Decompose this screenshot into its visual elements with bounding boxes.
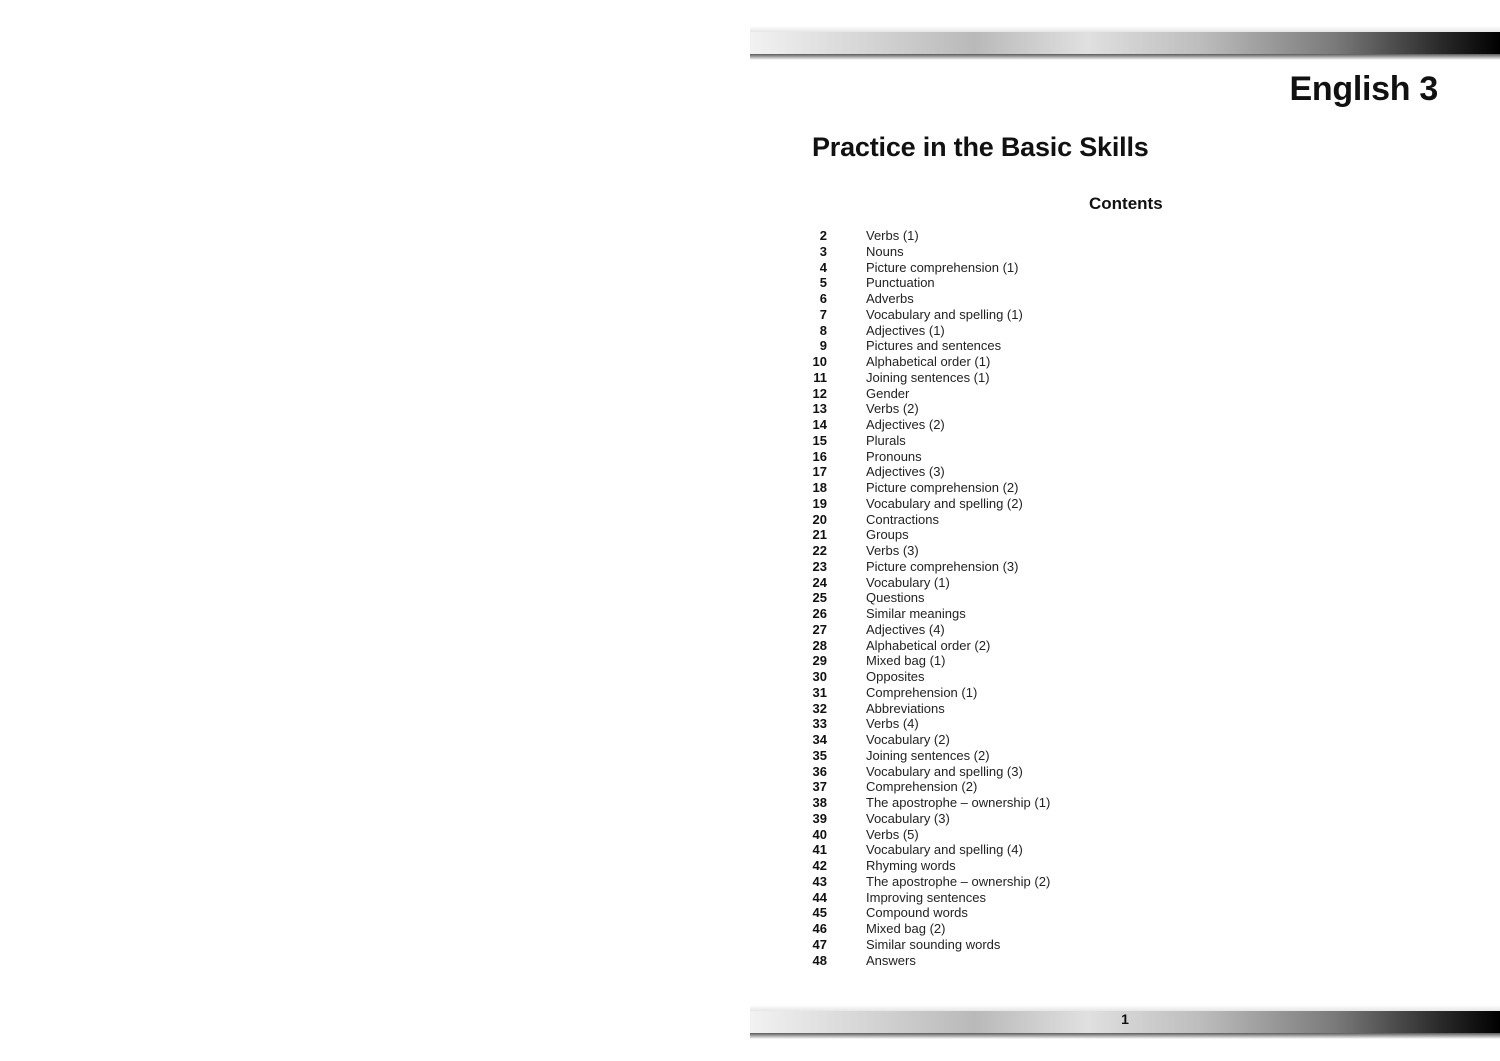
toc-entry-title: Picture comprehension (3) xyxy=(866,558,1019,574)
toc-entry-title: The apostrophe – ownership (2) xyxy=(866,873,1051,889)
toc-page-number: 11 xyxy=(813,369,827,385)
toc-entry[interactable] xyxy=(812,890,1212,906)
toc-entry-title: Adjectives (2) xyxy=(866,417,945,432)
toc-entry-title: Verbs (3) xyxy=(866,543,919,558)
toc-page-number: 2 xyxy=(819,228,827,243)
toc-entry[interactable] xyxy=(812,827,1212,843)
toc-entry-title: Pronouns xyxy=(866,448,922,464)
toc-page-number: 30 xyxy=(812,669,827,684)
toc-entry[interactable] xyxy=(812,228,1212,244)
toc-entry[interactable] xyxy=(812,559,1212,575)
toc-page-number: 21 xyxy=(812,527,827,543)
toc-entry[interactable] xyxy=(812,401,1212,417)
toc-page-number: 39 xyxy=(812,810,827,826)
toc-page-number: 28 xyxy=(812,637,827,653)
toc-page-number: 9 xyxy=(819,338,827,354)
toc-page-number: 44 xyxy=(812,889,827,905)
toc-entry[interactable] xyxy=(812,449,1212,465)
toc-entry[interactable] xyxy=(812,606,1212,622)
toc-entry[interactable] xyxy=(812,795,1212,811)
toc-entry-title: Comprehension (1) xyxy=(866,684,978,700)
toc-page-number: 34 xyxy=(812,732,827,747)
toc-entry[interactable] xyxy=(812,811,1212,827)
toc-entry[interactable] xyxy=(812,512,1212,528)
toc-entry-title: Opposites xyxy=(866,669,925,684)
toc-page-number: 27 xyxy=(812,621,827,637)
toc-entry-title: Joining sentences (2) xyxy=(866,747,990,763)
toc-entry-title: Vocabulary (2) xyxy=(866,732,950,747)
toc-page-number: 33 xyxy=(812,716,827,732)
toc-entry[interactable] xyxy=(812,464,1212,480)
toc-entry-title: Abbreviations xyxy=(866,700,945,716)
toc-page-number: 23 xyxy=(812,558,827,574)
toc-entry[interactable] xyxy=(812,244,1212,260)
toc-entry[interactable] xyxy=(812,622,1212,638)
toc-entry-title: Gender xyxy=(866,385,910,401)
toc-page-number: 22 xyxy=(812,543,827,558)
toc-entry[interactable] xyxy=(812,874,1212,890)
toc-entry[interactable] xyxy=(812,323,1212,339)
toc-page-number: 8 xyxy=(819,322,827,338)
toc-entry[interactable] xyxy=(812,338,1212,354)
toc-page-number: 35 xyxy=(812,747,827,763)
toc-entry-title: Adjectives (3) xyxy=(866,464,945,480)
toc-entry-title: Picture comprehension (2) xyxy=(866,480,1019,495)
toc-entry[interactable] xyxy=(812,260,1212,276)
toc-entry[interactable] xyxy=(812,921,1212,937)
toc-entry[interactable] xyxy=(812,905,1212,921)
toc-entry-title: Improving sentences xyxy=(866,889,986,905)
toc-entry[interactable] xyxy=(812,748,1212,764)
toc-page-number: 32 xyxy=(812,700,827,716)
toc-entry-title: Vocabulary and spelling (3) xyxy=(866,763,1023,779)
toc-entry[interactable] xyxy=(812,496,1212,512)
page-number: 1 xyxy=(1121,1011,1129,1027)
toc-page-number: 42 xyxy=(812,858,827,873)
toc-page-number: 4 xyxy=(819,259,827,275)
toc-entry[interactable] xyxy=(812,370,1212,386)
toc-entry[interactable] xyxy=(812,638,1212,654)
toc-page-number: 13 xyxy=(812,401,827,417)
toc-entry-title: The apostrophe – ownership (1) xyxy=(866,795,1051,810)
toc-entry-title: Picture comprehension (1) xyxy=(866,259,1019,275)
toc-page-number: 12 xyxy=(812,385,827,401)
toc-page-number: 10 xyxy=(812,354,827,369)
toc-page-number: 40 xyxy=(812,826,827,842)
toc-entry-title: Mixed bag (1) xyxy=(866,653,946,669)
toc-entry-title: Mixed bag (2) xyxy=(866,921,946,936)
toc-page-number: 46 xyxy=(812,921,827,936)
toc-entry[interactable] xyxy=(812,354,1212,370)
toc-page-number: 25 xyxy=(812,590,827,606)
toc-entry-title: Groups xyxy=(866,527,909,543)
toc-entry-title: Nouns xyxy=(866,243,904,259)
table-of-contents xyxy=(812,228,1212,968)
toc-entry[interactable] xyxy=(812,307,1212,323)
toc-entry-title: Plurals xyxy=(866,432,906,448)
toc-entry-title: Similar meanings xyxy=(866,606,966,621)
toc-entry-title: Adjectives (4) xyxy=(866,621,945,637)
toc-entry[interactable] xyxy=(812,386,1212,402)
toc-page-number: 31 xyxy=(812,684,827,700)
toc-entry-title: Verbs (1) xyxy=(866,228,919,243)
toc-page-number: 47 xyxy=(812,936,827,952)
toc-page-number: 6 xyxy=(819,291,827,306)
toc-entry[interactable] xyxy=(812,480,1212,496)
toc-entry-title: Verbs (2) xyxy=(866,401,919,417)
toc-entry-title: Similar sounding words xyxy=(866,936,1001,952)
toc-entry[interactable] xyxy=(812,779,1212,795)
toc-page-number: 3 xyxy=(819,243,827,259)
toc-page-number: 19 xyxy=(812,495,827,511)
toc-entry[interactable] xyxy=(812,669,1212,685)
toc-page-number: 29 xyxy=(812,653,827,669)
toc-entry-title: Answers xyxy=(866,952,916,968)
toc-page-number: 18 xyxy=(812,480,827,495)
toc-entry-title: Vocabulary and spelling (2) xyxy=(866,495,1023,511)
toc-entry-title: Punctuation xyxy=(866,275,935,291)
toc-entry[interactable] xyxy=(812,575,1212,591)
toc-page-number: 24 xyxy=(812,574,827,590)
toc-entry-title: Vocabulary (1) xyxy=(866,574,950,590)
toc-entry-title: Compound words xyxy=(866,905,968,921)
toc-entry-title: Adverbs xyxy=(866,291,914,306)
toc-page-number: 16 xyxy=(812,448,827,464)
toc-entry-title: Pictures and sentences xyxy=(866,338,1002,354)
toc-page-number: 48 xyxy=(812,952,827,968)
toc-page-number: 43 xyxy=(812,873,827,889)
toc-page-number: 36 xyxy=(812,763,827,779)
contents-page xyxy=(750,0,1500,1061)
toc-entry[interactable] xyxy=(812,953,1212,969)
toc-page-number: 14 xyxy=(812,417,827,432)
toc-page-number: 5 xyxy=(819,275,827,291)
toc-entry[interactable] xyxy=(812,937,1212,953)
toc-page-number: 15 xyxy=(812,432,827,448)
toc-entry-title: Rhyming words xyxy=(866,858,956,873)
toc-entry-title: Questions xyxy=(866,590,925,606)
toc-entry-title: Comprehension (2) xyxy=(866,779,978,795)
toc-entry[interactable] xyxy=(812,764,1212,780)
toc-entry[interactable] xyxy=(812,527,1212,543)
toc-entry[interactable] xyxy=(812,291,1212,307)
contents-heading: Contents xyxy=(1089,194,1163,213)
toc-entry[interactable] xyxy=(812,433,1212,449)
toc-page-number: 17 xyxy=(812,464,827,480)
toc-page-number: 37 xyxy=(812,779,827,795)
toc-entry[interactable] xyxy=(812,701,1212,717)
toc-page-number: 20 xyxy=(812,511,827,527)
toc-entry[interactable] xyxy=(812,842,1212,858)
toc-entry[interactable] xyxy=(812,590,1212,606)
toc-entry-title: Vocabulary and spelling (4) xyxy=(866,842,1023,858)
toc-page-number: 41 xyxy=(812,842,827,858)
toc-entry-title: Joining sentences (1) xyxy=(866,369,990,385)
book-title: English 3 xyxy=(1289,70,1438,108)
top-gradient-bar xyxy=(750,26,1500,60)
toc-entry[interactable] xyxy=(812,543,1212,559)
toc-entry-title: Alphabetical order (1) xyxy=(866,354,991,369)
toc-page-number: 7 xyxy=(819,306,827,322)
toc-entry-title: Vocabulary and spelling (1) xyxy=(866,306,1023,322)
toc-entry-title: Verbs (5) xyxy=(866,826,919,842)
toc-entry-title: Adjectives (1) xyxy=(866,322,945,338)
toc-entry[interactable] xyxy=(812,858,1212,874)
toc-entry-title: Contractions xyxy=(866,511,939,527)
toc-entry[interactable] xyxy=(812,732,1212,748)
toc-page-number: 45 xyxy=(812,905,827,921)
toc-entry[interactable] xyxy=(812,716,1212,732)
toc-entry[interactable] xyxy=(812,685,1212,701)
toc-entry-title: Alphabetical order (2) xyxy=(866,637,991,653)
toc-entry[interactable] xyxy=(812,653,1212,669)
toc-page-number: 38 xyxy=(812,795,827,810)
toc-entry-title: Vocabulary (3) xyxy=(866,810,950,826)
book-subtitle: Practice in the Basic Skills xyxy=(812,132,1149,162)
toc-entry[interactable] xyxy=(812,417,1212,433)
toc-page-number: 26 xyxy=(812,606,827,621)
toc-entry-title: Verbs (4) xyxy=(866,716,919,732)
toc-entry[interactable] xyxy=(812,275,1212,291)
